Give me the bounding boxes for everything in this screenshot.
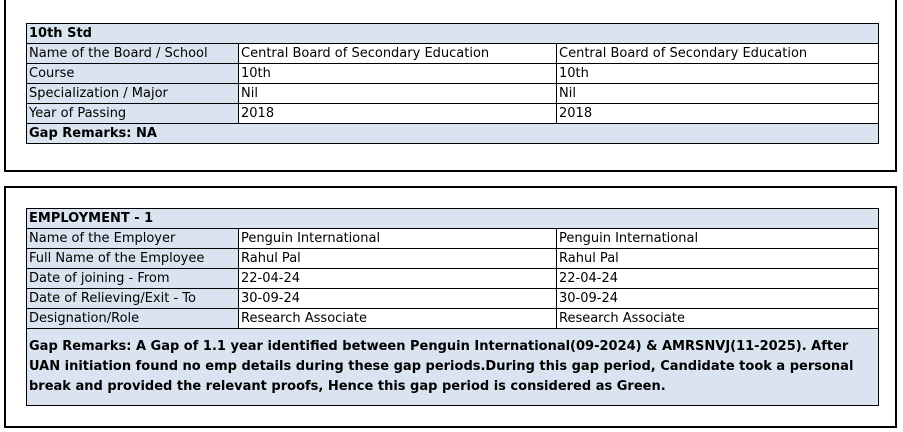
row-label: Name of the Employer [27, 229, 239, 249]
table-row [27, 269, 879, 289]
employment-panel [4, 186, 897, 428]
verified-value: 30-09-24 [557, 289, 879, 309]
verified-value: Rahul Pal [557, 249, 879, 269]
verified-value: Penguin International [557, 229, 879, 249]
row-label: Course [27, 64, 239, 84]
claimed-value: Rahul Pal [239, 249, 557, 269]
verified-value: Research Associate [557, 309, 879, 329]
verified-value: 22-04-24 [557, 269, 879, 289]
table-row [27, 104, 879, 124]
gap-remarks-row [27, 329, 879, 406]
table-row [27, 289, 879, 309]
gap-remarks: Gap Remarks: A Gap of 1.1 year identified between Penguin International(09-2024) & AMRSNVJ(11-2025). After UAN initiation found no emp details during these gap periods.During this gap period, Candidate took a personal break and provided the relevant proofs, Hence this gap period is considered as Green. [27, 329, 879, 406]
table-row [27, 309, 879, 329]
verified-value: Central Board of Secondary Education [557, 44, 879, 64]
claimed-value: Penguin International [239, 229, 557, 249]
gap-remarks: Gap Remarks: NA [27, 124, 879, 144]
table-row [27, 64, 879, 84]
education-section-header [27, 24, 879, 44]
claimed-value: Nil [239, 84, 557, 104]
employment-section-title: EMPLOYMENT - 1 [27, 209, 879, 229]
table-row [27, 229, 879, 249]
claimed-value: 22-04-24 [239, 269, 557, 289]
employment-table [26, 208, 879, 406]
row-label: Date of joining - From [27, 269, 239, 289]
row-label: Name of the Board / School [27, 44, 239, 64]
education-section-title: 10th Std [27, 24, 879, 44]
claimed-value: 10th [239, 64, 557, 84]
row-label: Full Name of the Employee [27, 249, 239, 269]
row-label: Year of Passing [27, 104, 239, 124]
verified-value: 2018 [557, 104, 879, 124]
table-row [27, 44, 879, 64]
table-row [27, 84, 879, 104]
table-row [27, 249, 879, 269]
education-table [26, 23, 879, 144]
row-label: Specialization / Major [27, 84, 239, 104]
claimed-value: Research Associate [239, 309, 557, 329]
employment-section-header [27, 209, 879, 229]
gap-remarks-row [27, 124, 879, 144]
claimed-value: 30-09-24 [239, 289, 557, 309]
education-panel [4, 0, 897, 172]
verified-value: 10th [557, 64, 879, 84]
row-label: Date of Relieving/Exit - To [27, 289, 239, 309]
verified-value: Nil [557, 84, 879, 104]
row-label: Designation/Role [27, 309, 239, 329]
claimed-value: 2018 [239, 104, 557, 124]
claimed-value: Central Board of Secondary Education [239, 44, 557, 64]
